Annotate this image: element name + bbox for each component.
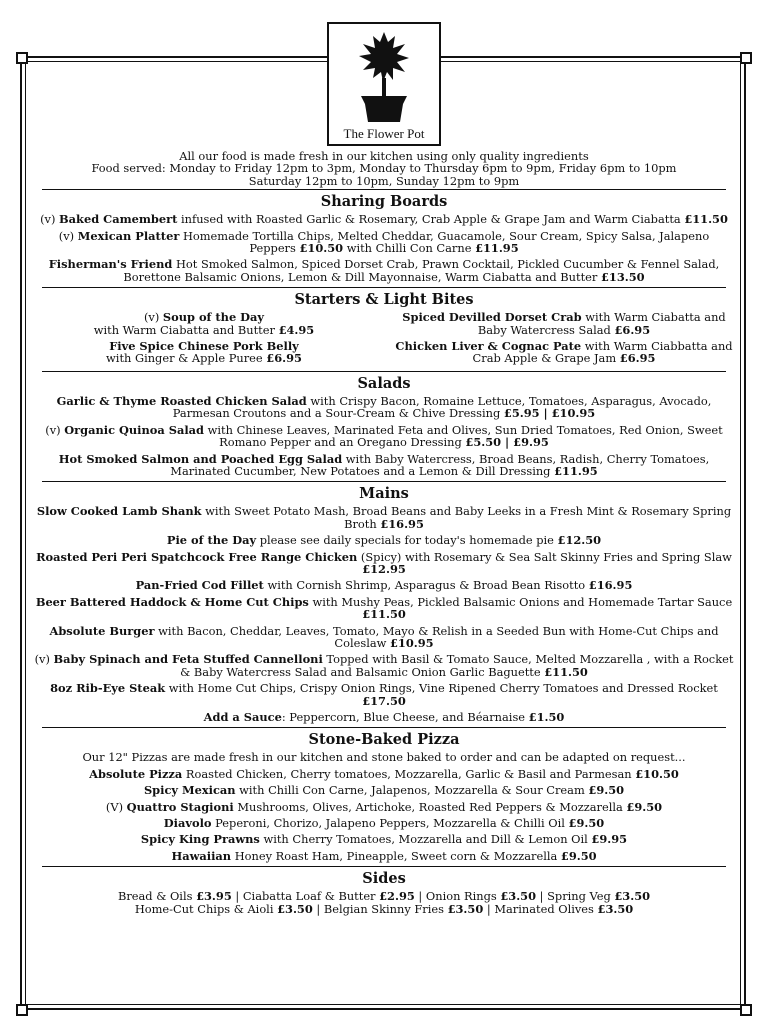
starters-left-column (34, 311, 374, 369)
logo (327, 22, 441, 146)
section-title-sides: Sides (362, 870, 406, 888)
intro-line: Food served: Monday to Friday 12pm to 3pm, Monday to Thursday 6pm to 9pm, Friday 6pm to 10pm (91, 161, 677, 176)
menu-item: Diavolo Peperoni, Chorizo, Jalapeno Peppers, Mozzarella & Chilli Oil £9.50 (163, 816, 605, 831)
section-divider (42, 287, 726, 288)
section-title-pizza: Stone-Baked Pizza (308, 731, 460, 749)
frame-corner-ornament (16, 1004, 28, 1016)
menu-item: Roasted Peri Peri Spatchcock Free Range Chicken (Spicy) with Rosemary & Sea Salt Skinny Fries and Spring Slaw £12.95 (36, 549, 732, 576)
menu-item: 8oz Rib-Eye Steak with Home Cut Chips, Crispy Onion Rings, Vine Ripened Cherry Tomatoes and Dressed Rocket £17.50 (50, 681, 718, 708)
menu-item: Hot Smoked Salmon and Poached Egg Salad with Baby Watercress, Broad Beans, Radish, Cherry Tomatoes, Marinated Cucumber, New Potatoes and a Lemon & Dill Dressing £11.95 (58, 451, 710, 478)
intro (34, 150, 734, 187)
menu-item: Fisherman's Friend Hot Smoked Salmon, Spiced Dorset Crab, Prawn Cocktail, Pickled Cucumber & Fennel Salad, Borettone Balsamic Onions, Lemon & Dill Mayonnaise, Warm Ciabatta and Butter £13.50 (48, 257, 720, 284)
section-title-salads: Salads (357, 374, 411, 392)
menu-item: (V) Quattro Stagioni Mushrooms, Olives, Artichoke, Roasted Red Peppers & Mozzarella £9.50 (105, 799, 663, 814)
menu-item: Absolute Burger with Bacon, Cheddar, Leaves, Tomato, Mayo & Relish in a Seeded Bun with Home-Cut Chips and Coleslaw £10.95 (49, 623, 719, 650)
section-title-starters: Starters & Light Bites (294, 291, 474, 309)
frame-corner-ornament (740, 52, 752, 64)
menu-item: (v) Mexican Platter Homemade Tortilla Chips, Melted Cheddar, Guacamole, Sour Cream, Spicy Salsa, Jalapeno Peppers £10.50 with Chilli Con Carne £11.95 (58, 228, 710, 256)
logo-name: The Flower Pot (343, 126, 425, 141)
frame-corner-ornament (16, 52, 28, 64)
section-divider (42, 371, 726, 372)
menu-item: Pan-Fried Cod Fillet with Cornish Shrimp, Asparagus & Broad Bean Risotto £16.95 (135, 578, 633, 593)
sides-line: Bread & Oils £3.95 | Ciabatta Loaf & Butter £2.95 | Onion Rings £3.50 | Spring Veg £3.50 (117, 889, 651, 904)
starters-right-column (394, 311, 734, 369)
pizza-list (34, 751, 734, 862)
sides-line: Home-Cut Chips & Aioli £3.50 | Belgian Skinny Fries £3.50 | Marinated Olives £3.50 (134, 901, 634, 916)
menu-item: (v) Baby Spinach and Feta Stuffed Cannelloni Topped with Basil & Tomato Sauce, Melted Mozzarella , with a Rocket & Baby Watercress Salad and Balsamic Onion Garlic Baguette £11.50 (34, 652, 734, 679)
menu-item: Garlic & Thyme Roasted Chicken Salad with Crispy Bacon, Romaine Lettuce, Tomatoes, Asparagus, Avocado, Parmesan Croutons and a Sour-Cream & Chive Dressing £5.95 | £10.95 (56, 393, 712, 421)
menu-item: Add a Sauce: Peppercorn, Blue Cheese, and Béarnaise £1.50 (203, 710, 565, 724)
menu-item: Spicy King Prawns with Cherry Tomatoes, Mozzarella and Dill & Lemon Oil £9.95 (140, 832, 628, 847)
menu-item: Beer Battered Haddock & Home Cut Chips with Mushy Peas, Pickled Balsamic Onions and Homemade Tartar Sauce £11.50 (35, 594, 733, 622)
sharing-list (34, 213, 734, 283)
menu-content (34, 150, 734, 915)
sides-list (34, 890, 734, 915)
frame-corner-ornament (740, 1004, 752, 1016)
menu-item: (v) Baked Camembert infused with Roasted Garlic & Rosemary, Crab Apple & Grape Jam and Warm Ciabatta £11.50 (40, 212, 728, 227)
menu-item: Spiced Devilled Dorset Crab with Warm Ciabatta and Baby Watercress Salad £6.95 (402, 310, 726, 337)
salads-list (34, 395, 734, 477)
menu-item: Slow Cooked Lamb Shank with Sweet Potato Mash, Broad Beans and Baby Leeks in a Fresh Mint & Rosemary Spring Broth £16.95 (36, 504, 732, 531)
menu-item: Pie of the Day please see daily specials for today's homemade pie £12.50 (166, 533, 602, 548)
pizza-intro: Our 12" Pizzas are made fresh in our kitchen and stone baked to order and can be adapted on request... (82, 750, 686, 765)
menu-item: (v) Organic Quinoa Salad with Chinese Leaves, Marinated Feta and Olives, Sun Dried Tomatoes, Red Onion, Sweet Romano Pepper and an Oregano Dressing £5.50 | £9.95 (45, 422, 723, 450)
starters-grid (34, 311, 734, 369)
menu-item: Absolute Pizza Roasted Chicken, Cherry tomatoes, Mozzarella, Garlic & Basil and Parmesan £10.50 (89, 766, 679, 781)
intro-line: All our food is made fresh in our kitchen using only quality ingredients (179, 149, 589, 163)
section-title-mains: Mains (359, 485, 409, 503)
intro-line: Saturday 12pm to 10pm, Sunday 12pm to 9pm (248, 173, 520, 188)
menu-item: Five Spice Chinese Pork Belly with Ginger & Apple Puree £6.95 (106, 339, 302, 366)
section-divider (42, 866, 726, 867)
flower-pot-icon (353, 28, 415, 124)
menu-item: Spicy Mexican with Chilli Con Carne, Jalapenos, Mozzarella & Sour Cream £9.50 (143, 783, 625, 798)
menu-item: Chicken Liver & Cognac Pate with Warm Ciabbatta and Crab Apple & Grape Jam £6.95 (395, 339, 733, 366)
mains-list (34, 505, 734, 723)
menu-item: Hawaiian Honey Roast Ham, Pineapple, Sweet corn & Mozzarella £9.50 (171, 848, 597, 863)
section-divider (42, 727, 726, 728)
section-divider (42, 189, 726, 190)
section-divider (42, 481, 726, 482)
section-title-sharing: Sharing Boards (320, 193, 448, 211)
menu-item: (v) Soup of the Day with Warm Ciabatta and Butter £4.95 (93, 310, 315, 337)
